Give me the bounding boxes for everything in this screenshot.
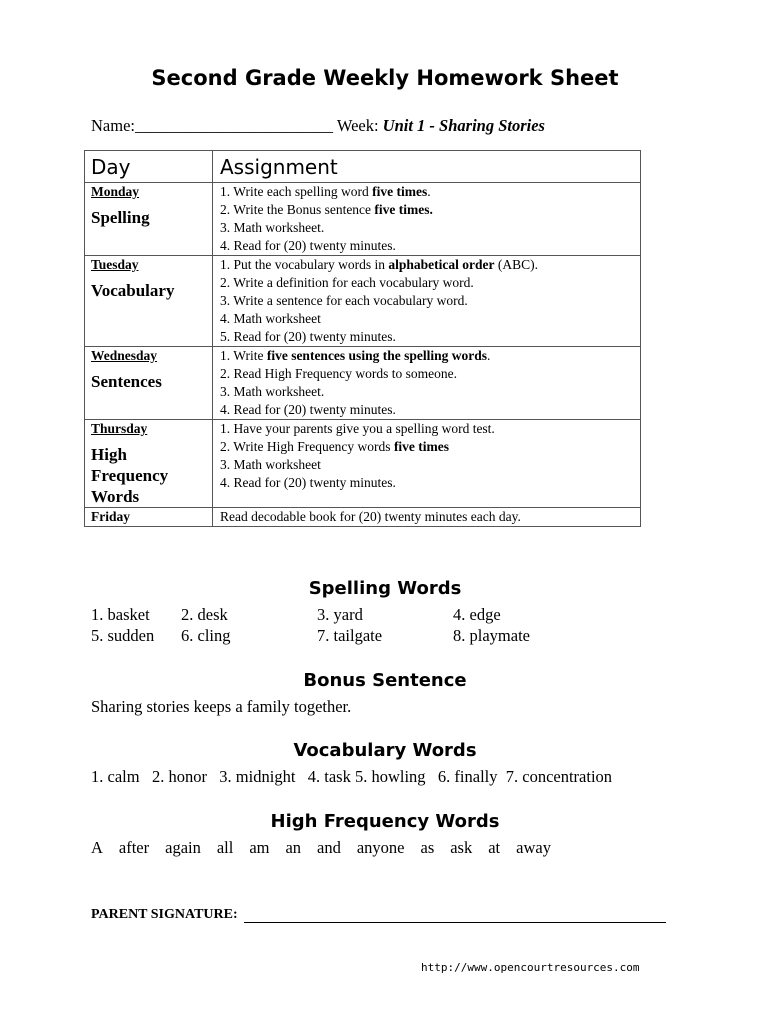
task-text: five times	[372, 184, 428, 199]
week-value: Unit 1 - Sharing Stories	[382, 116, 545, 135]
assignment-table	[84, 150, 641, 527]
assignment-task	[220, 420, 640, 438]
assignment-task	[220, 310, 640, 328]
task-text: 3. Write a sentence for each vocabulary word.	[220, 293, 468, 308]
spelling-heading: Spelling Words	[308, 578, 462, 599]
high-frequency-word: away	[516, 838, 551, 857]
name-week-line	[91, 116, 545, 136]
spelling-word: 6. cling	[181, 626, 231, 645]
high-frequency-words	[91, 838, 551, 858]
day-name: Monday	[91, 184, 140, 199]
task-text: .	[486, 348, 491, 363]
task-text: alphabetical order	[388, 257, 495, 272]
name-blank: ________________________	[134, 116, 333, 135]
subject-name: Vocabulary	[91, 281, 175, 300]
assignment-task	[220, 183, 640, 201]
spelling-word: 7. tailgate	[317, 626, 383, 645]
high-frequency-word: as	[420, 838, 435, 857]
assignment-task	[220, 256, 640, 274]
task-text: five sentences using the spelling words	[266, 348, 487, 363]
high-frequency-word: after	[118, 838, 150, 857]
task-text: 1. Have your parents give you a spelling word test.	[220, 421, 495, 436]
task-text: five times	[393, 439, 450, 454]
day-name: Tuesday	[91, 257, 139, 272]
subject-name: Spelling	[91, 208, 150, 227]
task-text: 2. Write a definition for each vocabulary word.	[220, 275, 474, 290]
high-frequency-word: all	[216, 838, 234, 857]
bonus-sentence: Sharing stories keeps a family together.	[91, 697, 352, 716]
task-text: 5. Read for (20) twenty minutes.	[220, 329, 396, 344]
high-frequency-word: an	[285, 838, 302, 857]
task-text: 1. Write each spelling word	[220, 184, 373, 199]
table-row	[85, 420, 641, 508]
high-frequency-word: A	[91, 838, 103, 857]
task-text: 4. Math worksheet	[220, 311, 321, 326]
assignment-task	[220, 438, 640, 456]
high-frequency-word: again	[165, 838, 201, 857]
table-header-row	[85, 151, 641, 183]
task-text: 2. Write High Frequency words	[220, 439, 394, 454]
task-text: 3. Math worksheet	[220, 457, 321, 472]
high-frequency-word: ask	[450, 838, 473, 857]
bonus-heading: Bonus Sentence	[303, 670, 467, 691]
table-row	[85, 256, 641, 347]
signature-label: PARENT SIGNATURE:	[91, 907, 238, 922]
signature-line	[244, 908, 666, 923]
high-frequency-heading: High Frequency Words	[270, 811, 500, 832]
spelling-word: 8. playmate	[453, 626, 530, 645]
table-row	[85, 347, 641, 420]
subject-name: High Frequency Words	[91, 445, 169, 506]
spelling-word: 5. sudden	[91, 626, 155, 645]
subject-name: Sentences	[91, 372, 162, 391]
assignment-task	[220, 456, 640, 474]
high-frequency-word: and	[317, 838, 341, 857]
task-text: 2. Write the Bonus sentence	[220, 202, 375, 217]
assignment-task	[220, 274, 640, 292]
task-text: .	[427, 184, 431, 199]
assignment-rows	[85, 183, 641, 508]
page-title: Second Grade Weekly Homework Sheet	[151, 66, 619, 90]
assignment-task	[220, 365, 640, 383]
parent-signature	[91, 907, 666, 923]
assignment-task	[220, 383, 640, 401]
day-name: Thursday	[91, 421, 148, 436]
assignment-task	[220, 292, 640, 310]
assignment-task	[220, 401, 640, 419]
task-text: 4. Read for (20) twenty minutes.	[220, 238, 396, 253]
task-text: 2. Read High Frequency words to someone.	[220, 366, 457, 381]
friday-row	[85, 508, 641, 527]
task-text: 3. Math worksheet.	[220, 220, 325, 235]
task-text: 4. Read for (20) twenty minutes.	[220, 402, 396, 417]
task-text: 3. Math worksheet.	[220, 384, 325, 399]
high-frequency-word: am	[249, 838, 270, 857]
task-text: 1. Put the vocabulary words in	[220, 257, 389, 272]
spelling-word: 2. desk	[181, 605, 228, 624]
spelling-word: 4. edge	[453, 605, 501, 624]
high-frequency-word: at	[488, 838, 501, 857]
name-label: Name:	[91, 116, 135, 135]
footer-url: http://www.opencourtresources.com	[421, 961, 640, 974]
friday-day: Friday	[91, 509, 130, 524]
vocabulary-words: 1. calm 2. honor 3. midnight 4. task 5. howling 6. finally 7. concentration	[91, 767, 613, 786]
assignment-task	[220, 347, 640, 365]
assignment-task	[220, 328, 640, 346]
table-row	[85, 183, 641, 256]
spelling-word: 3. yard	[317, 605, 363, 624]
task-text: 4. Read for (20) twenty minutes.	[220, 475, 396, 490]
week-label: Week:	[336, 116, 379, 135]
assignment-task	[220, 201, 640, 219]
friday-task: Read decodable book for (20) twenty minutes each day.	[220, 509, 521, 524]
task-text: (ABC).	[494, 257, 538, 272]
high-frequency-word: anyone	[356, 838, 405, 857]
assignment-task	[220, 474, 640, 492]
assignment-task	[220, 219, 640, 237]
day-header: Day	[85, 151, 213, 183]
assignment-task	[220, 237, 640, 255]
vocabulary-heading: Vocabulary Words	[293, 740, 477, 761]
assignment-header: Assignment	[213, 151, 641, 183]
spelling-word: 1. basket	[91, 605, 150, 624]
task-text: five times.	[374, 202, 433, 217]
day-name: Wednesday	[91, 348, 158, 363]
task-text: 1. Write	[220, 348, 267, 363]
